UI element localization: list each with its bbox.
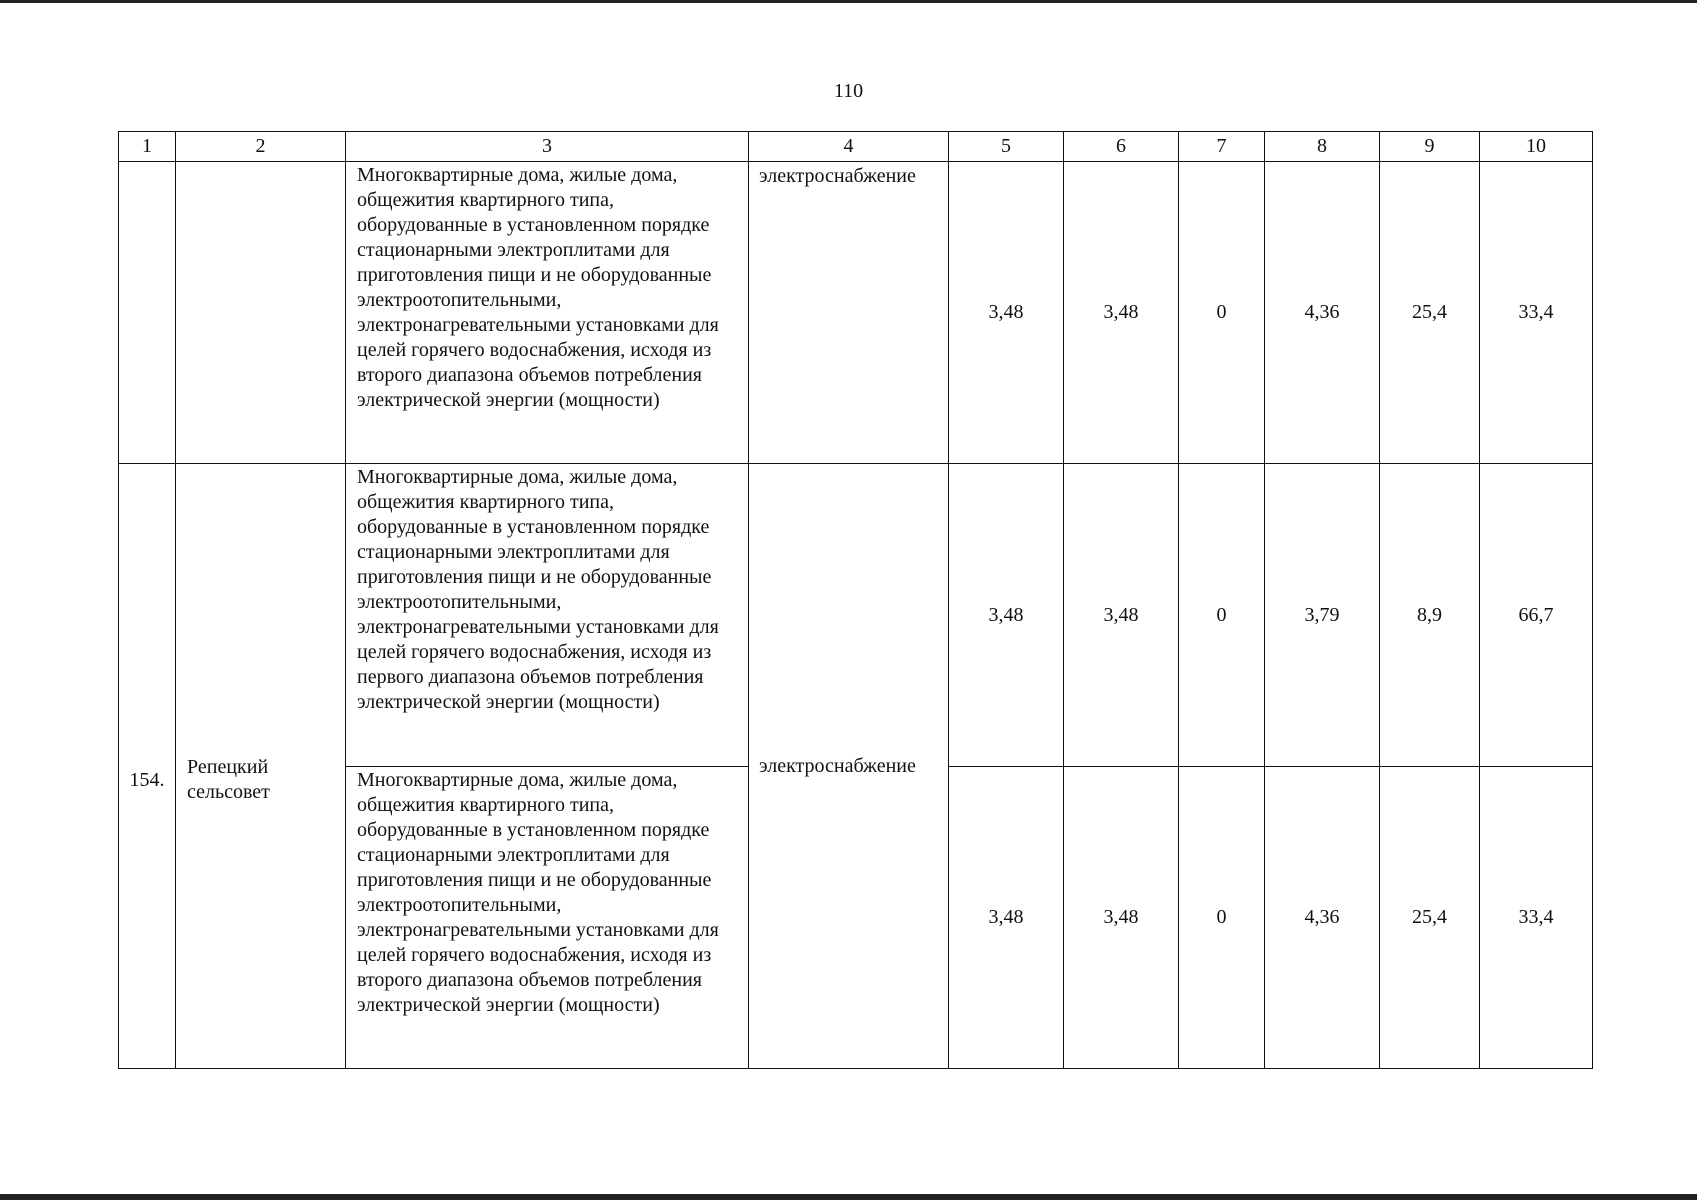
row-number-cell: 154. xyxy=(119,464,176,1069)
value-col-8: 4,36 xyxy=(1265,767,1380,1069)
consumer-category-cell: Многоквартирные дома, жилые дома, общежития квартирного типа, оборудованные в установленном порядке стационарными электроплитами для приготовления пищи и не оборудованные электроотопительными, электронагревательными установками для целей горячего водоснабжения, исходя из второго диапазона объемов потребления электрической энергии (мощности) xyxy=(346,767,749,1069)
header-col-3: 3 xyxy=(346,132,749,162)
header-col-4: 4 xyxy=(749,132,949,162)
value-col-7: 0 xyxy=(1179,162,1265,464)
consumer-category-cell: Многоквартирные дома, жилые дома, общежития квартирного типа, оборудованные в установленном порядке стационарными электроплитами для приготовления пищи и не оборудованные электроотопительными, электронагревательными установками для целей горячего водоснабжения, исходя из второго диапазона объемов потребления электрической энергии (мощности) xyxy=(346,162,749,464)
value-col-10: 33,4 xyxy=(1480,162,1593,464)
row-number-cell xyxy=(119,162,176,464)
value-col-6: 3,48 xyxy=(1064,162,1179,464)
value-col-8: 4,36 xyxy=(1265,162,1380,464)
header-col-5: 5 xyxy=(949,132,1064,162)
header-col-8: 8 xyxy=(1265,132,1380,162)
page-number: 110 xyxy=(833,80,864,102)
value-col-10: 66,7 xyxy=(1480,464,1593,767)
header-row xyxy=(119,132,1593,162)
table-row xyxy=(119,162,1593,464)
value-col-7: 0 xyxy=(1179,767,1265,1069)
value-col-8: 3,79 xyxy=(1265,464,1380,767)
header-col-1: 1 xyxy=(119,132,176,162)
value-col-9: 25,4 xyxy=(1380,162,1480,464)
consumer-category-cell: Многоквартирные дома, жилые дома, общежития квартирного типа, оборудованные в установленном порядке стационарными электроплитами для приготовления пищи и не оборудованные электроотопительными, электронагревательными установками для целей горячего водоснабжения, исходя из первого диапазона объемов потребления электрической энергии (мощности) xyxy=(346,464,749,767)
value-col-7: 0 xyxy=(1179,464,1265,767)
service-cell: электроснабжение xyxy=(749,162,949,464)
value-col-10: 33,4 xyxy=(1480,767,1593,1069)
scan-edge-top xyxy=(0,0,1697,3)
header-col-10: 10 xyxy=(1480,132,1593,162)
table-row xyxy=(119,464,1593,767)
header-col-7: 7 xyxy=(1179,132,1265,162)
value-col-5: 3,48 xyxy=(949,464,1064,767)
value-col-9: 8,9 xyxy=(1380,464,1480,767)
value-col-9: 25,4 xyxy=(1380,767,1480,1069)
header-col-6: 6 xyxy=(1064,132,1179,162)
settlement-cell xyxy=(176,162,346,464)
value-col-5: 3,48 xyxy=(949,767,1064,1069)
header-col-9: 9 xyxy=(1380,132,1480,162)
value-col-6: 3,48 xyxy=(1064,464,1179,767)
service-cell: электроснабжение xyxy=(749,464,949,1069)
value-col-6: 3,48 xyxy=(1064,767,1179,1069)
settlement-cell: Репецкий сельсовет xyxy=(176,464,346,1069)
scan-edge-bottom xyxy=(0,1194,1697,1200)
tariff-table xyxy=(118,131,1593,1069)
header-col-2: 2 xyxy=(176,132,346,162)
value-col-5: 3,48 xyxy=(949,162,1064,464)
